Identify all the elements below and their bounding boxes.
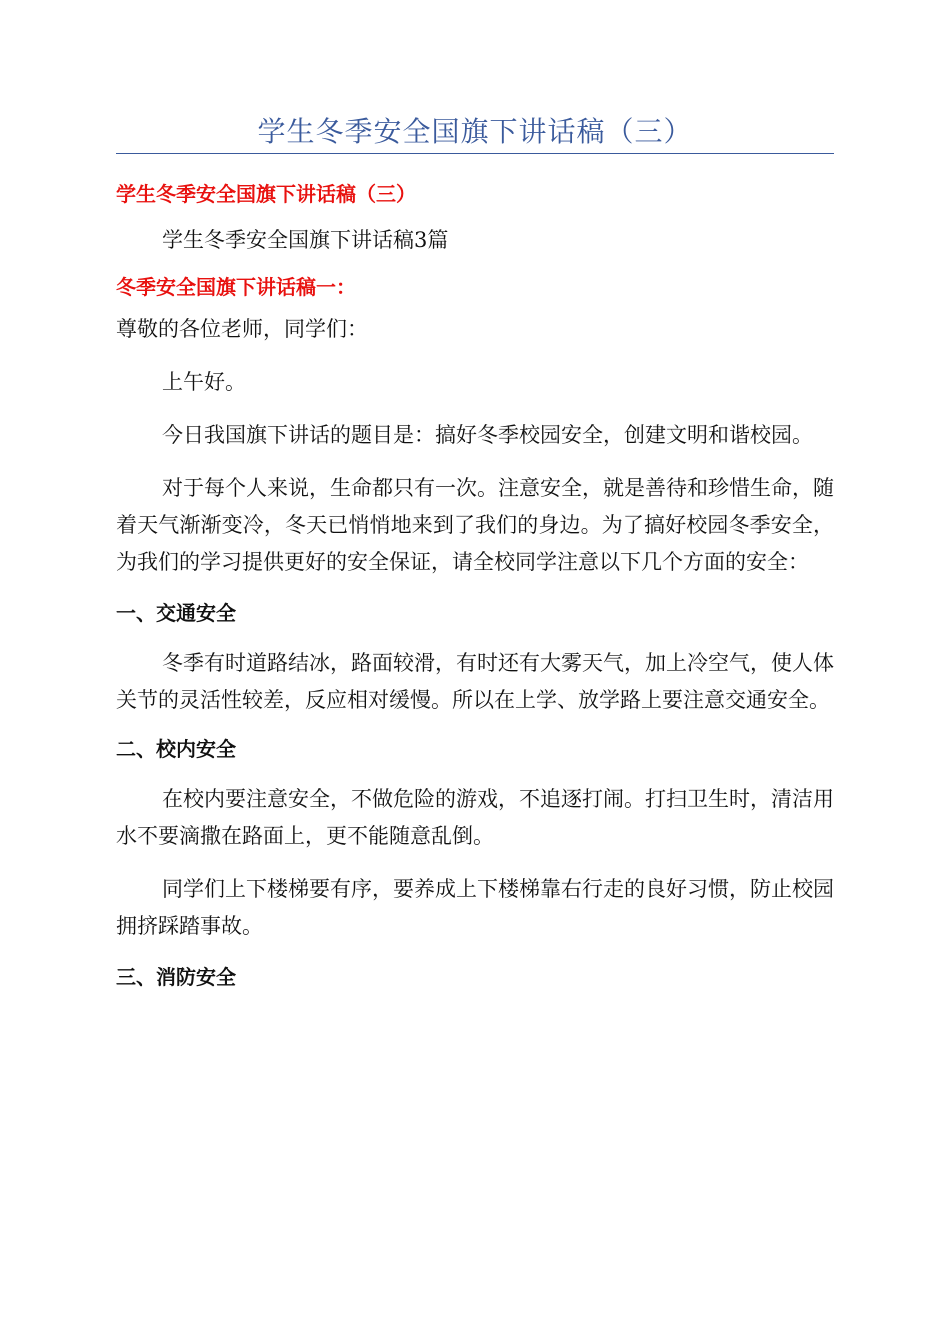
heading-main: 学生冬季安全国旗下讲话稿（三）	[116, 182, 416, 206]
paragraph-topic: 今日我国旗下讲话的题目是：搞好冬季校园安全，创建文明和谐校园。	[162, 423, 813, 447]
heading-speech-one: 冬季安全国旗下讲话稿一：	[116, 275, 356, 299]
paragraph-intro: 对于每个人来说，生命都只有一次。注意安全，就是善待和珍惜生命，随着天气渐渐变冷，冬天已悄悄地来到了我们的身边。为了搞好校园冬季安全，为我们的学习提供更好的安全保证，请全校同学注意以下几个方面的安全：	[116, 476, 834, 574]
section-traffic-title: 一、交通安全	[116, 601, 236, 625]
section-campus-paragraph-2: 同学们上下楼梯要有序，要养成上下楼梯靠右行走的良好习惯，防止校园拥挤踩踏事故。	[116, 877, 834, 938]
title-underline	[116, 153, 834, 154]
greeting: 上午好。	[162, 370, 246, 394]
subtitle-line: 学生冬季安全国旗下讲话稿3篇	[162, 228, 449, 252]
section-campus-paragraph-1: 在校内要注意安全，不做危险的游戏，不追逐打闹。打扫卫生时，清洁用水不要滴撒在路面上，更不能随意乱倒。	[116, 787, 834, 848]
salutation: 尊敬的各位老师，同学们：	[116, 317, 368, 341]
document-body	[116, 176, 834, 995]
section-fire-title: 三、消防安全	[116, 965, 236, 989]
section-campus-title: 二、校内安全	[116, 737, 236, 761]
document-title: 学生冬季安全国旗下讲话稿（三）	[257, 115, 693, 148]
section-traffic-paragraph: 冬季有时道路结冰，路面较滑，有时还有大雾天气，加上冷空气，使人体关节的灵活性较差，反应相对缓慢。所以在上学、放学路上要注意交通安全。	[116, 651, 834, 712]
